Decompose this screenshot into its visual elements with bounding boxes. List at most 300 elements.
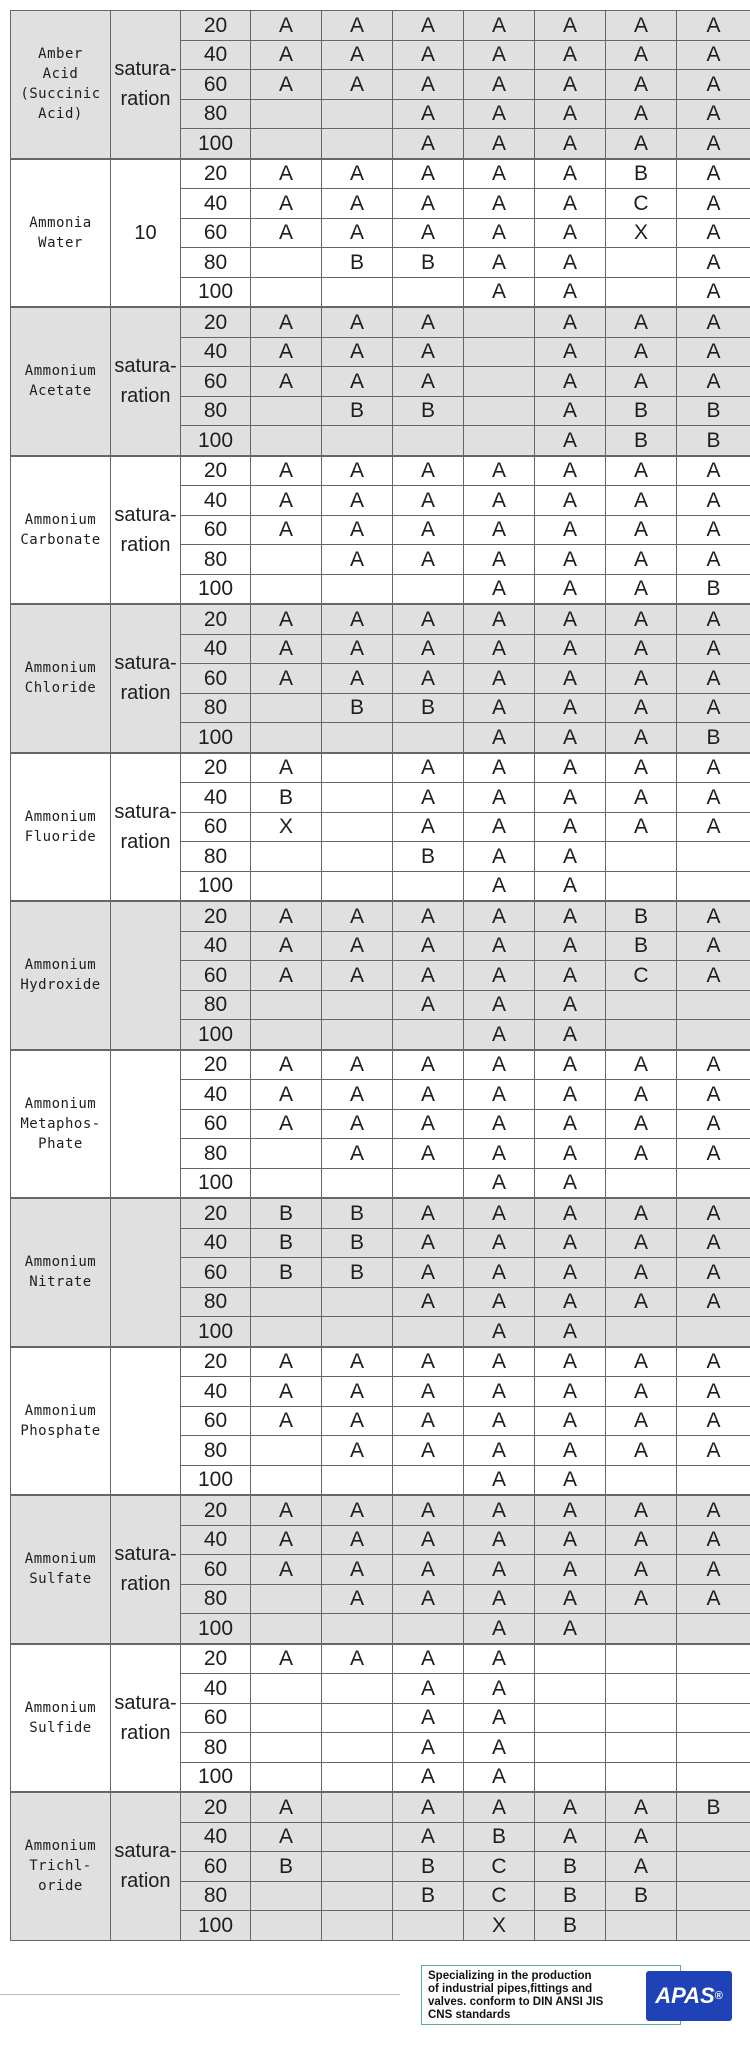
rating-cell: B <box>464 1822 535 1852</box>
chemical-name-cell: Ammonium Carbonate <box>11 456 111 605</box>
rating-cell: A <box>464 1258 535 1288</box>
rating-cell <box>677 1762 750 1792</box>
rating-cell: A <box>606 1109 677 1139</box>
rating-cell: A <box>535 693 606 723</box>
rating-cell: B <box>606 901 677 931</box>
temperature-cell: 40 <box>181 1377 251 1407</box>
temperature-cell: 80 <box>181 1287 251 1317</box>
rating-cell <box>677 1614 750 1644</box>
rating-cell: A <box>251 1495 322 1525</box>
rating-cell: A <box>677 901 750 931</box>
rating-cell: A <box>535 277 606 307</box>
rating-cell: A <box>535 664 606 694</box>
temperature-cell: 100 <box>181 1020 251 1050</box>
rating-cell: A <box>464 129 535 159</box>
rating-cell <box>606 277 677 307</box>
table-row <box>11 307 750 337</box>
rating-cell: B <box>251 1228 322 1258</box>
temperature-cell: 60 <box>181 961 251 991</box>
rating-cell: A <box>393 1080 464 1110</box>
rating-cell <box>393 1465 464 1495</box>
rating-cell: A <box>393 70 464 100</box>
rating-cell: A <box>322 961 393 991</box>
rating-cell: A <box>322 664 393 694</box>
rating-cell <box>606 248 677 278</box>
rating-cell: A <box>251 1555 322 1585</box>
rating-cell: A <box>535 1168 606 1198</box>
temperature-cell: 20 <box>181 1198 251 1228</box>
rating-cell: A <box>322 456 393 486</box>
rating-cell: A <box>606 664 677 694</box>
rating-cell: A <box>677 931 750 961</box>
rating-cell <box>251 396 322 426</box>
rating-cell <box>251 1584 322 1614</box>
rating-cell: A <box>535 337 606 367</box>
rating-cell: A <box>535 1822 606 1852</box>
chemical-name-cell: Ammonia Water <box>11 159 111 308</box>
rating-cell <box>606 1733 677 1763</box>
temperature-cell: 20 <box>181 159 251 189</box>
table-row <box>11 1792 750 1822</box>
rating-cell: A <box>393 1733 464 1763</box>
rating-cell <box>535 1762 606 1792</box>
chemical-name-cell: Ammonium Chloride <box>11 604 111 753</box>
rating-cell: A <box>677 634 750 664</box>
rating-cell: B <box>677 396 750 426</box>
rating-cell <box>322 1762 393 1792</box>
rating-cell: A <box>677 1287 750 1317</box>
temperature-cell: 60 <box>181 1703 251 1733</box>
rating-cell <box>393 1168 464 1198</box>
rating-cell: A <box>677 1139 750 1169</box>
rating-cell: C <box>606 189 677 219</box>
rating-cell: A <box>535 40 606 70</box>
footer-divider <box>0 1994 400 1995</box>
rating-cell: A <box>677 783 750 813</box>
rating-cell: A <box>606 1495 677 1525</box>
rating-cell: A <box>393 1228 464 1258</box>
temperature-cell: 100 <box>181 426 251 456</box>
rating-cell: A <box>251 1080 322 1110</box>
rating-cell: A <box>464 1198 535 1228</box>
rating-cell <box>322 99 393 129</box>
rating-cell <box>606 1168 677 1198</box>
rating-cell: A <box>464 1525 535 1555</box>
rating-cell: A <box>535 1109 606 1139</box>
temperature-cell: 20 <box>181 1050 251 1080</box>
rating-cell: A <box>606 1050 677 1080</box>
rating-cell: A <box>535 842 606 872</box>
rating-cell: A <box>464 961 535 991</box>
rating-cell: A <box>464 1436 535 1466</box>
rating-cell: A <box>322 604 393 634</box>
concentration-cell: satura- ration <box>111 604 181 753</box>
temperature-cell: 40 <box>181 1674 251 1704</box>
rating-cell <box>251 99 322 129</box>
rating-cell: A <box>251 901 322 931</box>
temperature-cell: 80 <box>181 396 251 426</box>
rating-cell: A <box>322 1436 393 1466</box>
rating-cell <box>606 1644 677 1674</box>
rating-cell: A <box>535 990 606 1020</box>
rating-cell <box>322 1911 393 1941</box>
rating-cell <box>322 1881 393 1911</box>
rating-cell <box>677 990 750 1020</box>
temperature-cell: 20 <box>181 604 251 634</box>
rating-cell: A <box>322 1050 393 1080</box>
rating-cell: A <box>464 901 535 931</box>
rating-cell: B <box>251 1198 322 1228</box>
temperature-cell: 20 <box>181 753 251 783</box>
rating-cell: A <box>393 753 464 783</box>
rating-cell: A <box>464 574 535 604</box>
rating-cell <box>251 723 322 753</box>
chemical-name-cell: Ammonium Fluoride <box>11 753 111 902</box>
rating-cell: A <box>464 1614 535 1644</box>
rating-cell: A <box>464 1762 535 1792</box>
rating-cell: A <box>606 1852 677 1882</box>
rating-cell: A <box>464 545 535 575</box>
rating-cell <box>677 1465 750 1495</box>
rating-cell: A <box>322 1109 393 1139</box>
temperature-cell: 100 <box>181 1465 251 1495</box>
rating-cell <box>251 871 322 901</box>
rating-cell: A <box>464 218 535 248</box>
rating-cell: A <box>464 1703 535 1733</box>
rating-cell: A <box>464 871 535 901</box>
rating-cell: A <box>464 783 535 813</box>
rating-cell: A <box>464 931 535 961</box>
rating-cell: A <box>464 1495 535 1525</box>
temperature-cell: 20 <box>181 901 251 931</box>
rating-cell: A <box>393 99 464 129</box>
chemical-name-cell: Ammonium Sulfate <box>11 1495 111 1644</box>
rating-cell: A <box>677 604 750 634</box>
rating-cell: A <box>677 1258 750 1288</box>
table-row <box>11 1644 750 1674</box>
rating-cell: A <box>677 307 750 337</box>
rating-cell: B <box>251 783 322 813</box>
rating-cell <box>677 1168 750 1198</box>
rating-cell: A <box>464 1228 535 1258</box>
rating-cell: A <box>606 1377 677 1407</box>
rating-cell <box>322 129 393 159</box>
rating-cell: A <box>677 1525 750 1555</box>
chemical-name-cell: Ammonium Trichl- oride <box>11 1792 111 1940</box>
rating-cell: A <box>677 812 750 842</box>
rating-cell: A <box>535 99 606 129</box>
temperature-cell: 60 <box>181 1258 251 1288</box>
rating-cell: A <box>464 812 535 842</box>
rating-cell <box>606 1317 677 1347</box>
rating-cell: A <box>535 515 606 545</box>
rating-cell: A <box>606 783 677 813</box>
rating-cell: A <box>393 1555 464 1585</box>
rating-cell: A <box>677 1228 750 1258</box>
rating-cell: A <box>606 456 677 486</box>
temperature-cell: 100 <box>181 1614 251 1644</box>
rating-cell: A <box>322 901 393 931</box>
rating-cell: A <box>464 1109 535 1139</box>
rating-cell: A <box>464 1465 535 1495</box>
rating-cell <box>322 990 393 1020</box>
rating-cell: A <box>464 189 535 219</box>
rating-cell: A <box>677 961 750 991</box>
rating-cell: A <box>535 218 606 248</box>
rating-cell <box>251 129 322 159</box>
rating-cell: A <box>464 248 535 278</box>
rating-cell: A <box>535 1555 606 1585</box>
rating-cell: A <box>393 307 464 337</box>
rating-cell <box>251 1287 322 1317</box>
rating-cell <box>251 1317 322 1347</box>
rating-cell: A <box>393 604 464 634</box>
rating-cell: A <box>606 367 677 397</box>
concentration-cell: satura- ration <box>111 1644 181 1793</box>
rating-cell: A <box>677 1109 750 1139</box>
rating-cell: B <box>322 1228 393 1258</box>
concentration-cell: satura- ration <box>111 1495 181 1644</box>
rating-cell <box>464 426 535 456</box>
rating-cell: A <box>677 664 750 694</box>
rating-cell: A <box>464 1792 535 1822</box>
rating-cell: A <box>393 1703 464 1733</box>
rating-cell <box>677 1881 750 1911</box>
temperature-cell: 80 <box>181 545 251 575</box>
rating-cell: B <box>251 1258 322 1288</box>
table-row <box>11 901 750 931</box>
rating-cell <box>322 723 393 753</box>
rating-cell: A <box>535 1050 606 1080</box>
rating-cell: A <box>464 1139 535 1169</box>
rating-cell: A <box>535 1495 606 1525</box>
rating-cell: B <box>677 1792 750 1822</box>
rating-cell: A <box>322 545 393 575</box>
rating-cell <box>322 1674 393 1704</box>
rating-cell <box>322 1614 393 1644</box>
temperature-cell: 60 <box>181 218 251 248</box>
rating-cell <box>251 574 322 604</box>
temperature-cell: 100 <box>181 1762 251 1792</box>
rating-cell: A <box>677 515 750 545</box>
company-tagline-box <box>421 1965 681 2025</box>
rating-cell: B <box>606 931 677 961</box>
rating-cell: A <box>677 99 750 129</box>
temperature-cell: 40 <box>181 337 251 367</box>
temperature-cell: 40 <box>181 783 251 813</box>
concentration-cell: satura- ration <box>111 1792 181 1940</box>
rating-cell <box>251 842 322 872</box>
concentration-cell <box>111 1347 181 1496</box>
rating-cell: A <box>393 1674 464 1704</box>
rating-cell: A <box>606 1525 677 1555</box>
rating-cell: A <box>535 783 606 813</box>
rating-cell: A <box>322 931 393 961</box>
rating-cell: A <box>535 931 606 961</box>
temperature-cell: 40 <box>181 634 251 664</box>
rating-cell: A <box>251 634 322 664</box>
rating-cell: A <box>464 277 535 307</box>
rating-cell <box>322 1465 393 1495</box>
temperature-cell: 100 <box>181 871 251 901</box>
rating-cell: A <box>677 218 750 248</box>
rating-cell: A <box>464 99 535 129</box>
rating-cell <box>251 1168 322 1198</box>
rating-cell: A <box>251 456 322 486</box>
rating-cell: B <box>606 1881 677 1911</box>
rating-cell: A <box>251 664 322 694</box>
rating-cell: A <box>464 1080 535 1110</box>
rating-cell: C <box>464 1852 535 1882</box>
rating-cell <box>251 1436 322 1466</box>
rating-cell: A <box>606 11 677 41</box>
temperature-cell: 100 <box>181 277 251 307</box>
rating-cell: A <box>677 159 750 189</box>
rating-cell: A <box>535 1020 606 1050</box>
rating-cell: A <box>535 1228 606 1258</box>
rating-cell <box>322 1168 393 1198</box>
temperature-cell: 60 <box>181 664 251 694</box>
rating-cell <box>251 990 322 1020</box>
rating-cell: A <box>322 218 393 248</box>
rating-cell: A <box>251 1792 322 1822</box>
rating-cell: A <box>535 307 606 337</box>
rating-cell: A <box>322 337 393 367</box>
rating-cell: A <box>464 664 535 694</box>
rating-cell: B <box>322 693 393 723</box>
rating-cell: A <box>606 1258 677 1288</box>
rating-cell: A <box>535 604 606 634</box>
temperature-cell: 60 <box>181 367 251 397</box>
rating-cell: A <box>535 129 606 159</box>
chemical-name-cell: Amber Acid (Succinic Acid) <box>11 11 111 159</box>
temperature-cell: 20 <box>181 1347 251 1377</box>
chemical-name-cell: Ammonium Metaphos- Phate <box>11 1050 111 1199</box>
table-row <box>11 1495 750 1525</box>
rating-cell: A <box>535 574 606 604</box>
chemical-name-cell: Ammonium Phosphate <box>11 1347 111 1496</box>
rating-cell: A <box>393 1406 464 1436</box>
rating-cell: A <box>393 1644 464 1674</box>
rating-cell: A <box>606 1287 677 1317</box>
rating-cell: X <box>464 1911 535 1941</box>
rating-cell <box>322 1287 393 1317</box>
rating-cell: A <box>677 1436 750 1466</box>
rating-cell: A <box>393 456 464 486</box>
rating-cell: A <box>464 990 535 1020</box>
rating-cell <box>322 574 393 604</box>
rating-cell: A <box>535 1080 606 1110</box>
rating-cell: A <box>393 189 464 219</box>
temperature-cell: 60 <box>181 70 251 100</box>
rating-cell <box>393 574 464 604</box>
rating-cell: A <box>677 11 750 41</box>
rating-cell: A <box>251 1644 322 1674</box>
rating-cell <box>251 545 322 575</box>
table-row <box>11 753 750 783</box>
rating-cell: A <box>606 812 677 842</box>
rating-cell <box>322 1703 393 1733</box>
rating-cell: A <box>464 1377 535 1407</box>
temperature-cell: 100 <box>181 129 251 159</box>
table-row <box>11 159 750 189</box>
rating-cell <box>677 1703 750 1733</box>
rating-cell: A <box>464 11 535 41</box>
temperature-cell: 80 <box>181 1881 251 1911</box>
rating-cell: A <box>251 515 322 545</box>
rating-cell <box>606 842 677 872</box>
rating-cell: A <box>464 1644 535 1674</box>
rating-cell: A <box>251 1822 322 1852</box>
rating-cell: C <box>464 1881 535 1911</box>
rating-cell: A <box>251 1050 322 1080</box>
table-row <box>11 1198 750 1228</box>
rating-cell: A <box>535 901 606 931</box>
rating-cell: A <box>464 723 535 753</box>
rating-cell: A <box>606 307 677 337</box>
rating-cell: A <box>322 40 393 70</box>
rating-cell: A <box>322 634 393 664</box>
rating-cell <box>535 1644 606 1674</box>
rating-cell <box>606 990 677 1020</box>
rating-cell <box>677 1317 750 1347</box>
rating-cell: A <box>464 753 535 783</box>
rating-cell: A <box>677 40 750 70</box>
rating-cell: A <box>606 1792 677 1822</box>
rating-cell: A <box>606 1436 677 1466</box>
rating-cell: A <box>393 990 464 1020</box>
rating-cell: A <box>393 1347 464 1377</box>
rating-cell: A <box>535 1198 606 1228</box>
rating-cell: A <box>464 634 535 664</box>
rating-cell: A <box>606 1139 677 1169</box>
rating-cell: A <box>393 812 464 842</box>
rating-cell: A <box>393 486 464 516</box>
rating-cell: A <box>322 307 393 337</box>
rating-cell: A <box>606 634 677 664</box>
rating-cell: A <box>535 486 606 516</box>
temperature-cell: 80 <box>181 248 251 278</box>
rating-cell: A <box>535 1377 606 1407</box>
rating-cell: A <box>677 1584 750 1614</box>
rating-cell: A <box>677 545 750 575</box>
rating-cell: A <box>464 1020 535 1050</box>
temperature-cell: 20 <box>181 1644 251 1674</box>
rating-cell: A <box>535 753 606 783</box>
rating-cell: A <box>322 1347 393 1377</box>
rating-cell: B <box>677 723 750 753</box>
temperature-cell: 100 <box>181 1911 251 1941</box>
rating-cell: A <box>393 515 464 545</box>
rating-cell: A <box>251 753 322 783</box>
rating-cell: A <box>606 337 677 367</box>
rating-cell: A <box>393 901 464 931</box>
temperature-cell: 80 <box>181 990 251 1020</box>
rating-cell: B <box>535 1852 606 1882</box>
rating-cell: A <box>464 1168 535 1198</box>
rating-cell: A <box>535 1139 606 1169</box>
rating-cell: A <box>464 1406 535 1436</box>
rating-cell: A <box>393 1792 464 1822</box>
rating-cell: B <box>322 1258 393 1288</box>
rating-cell: A <box>251 1347 322 1377</box>
rating-cell: A <box>322 70 393 100</box>
rating-cell: A <box>535 11 606 41</box>
rating-cell: B <box>393 1881 464 1911</box>
rating-cell <box>251 248 322 278</box>
rating-cell: A <box>464 515 535 545</box>
table-row <box>11 11 750 41</box>
